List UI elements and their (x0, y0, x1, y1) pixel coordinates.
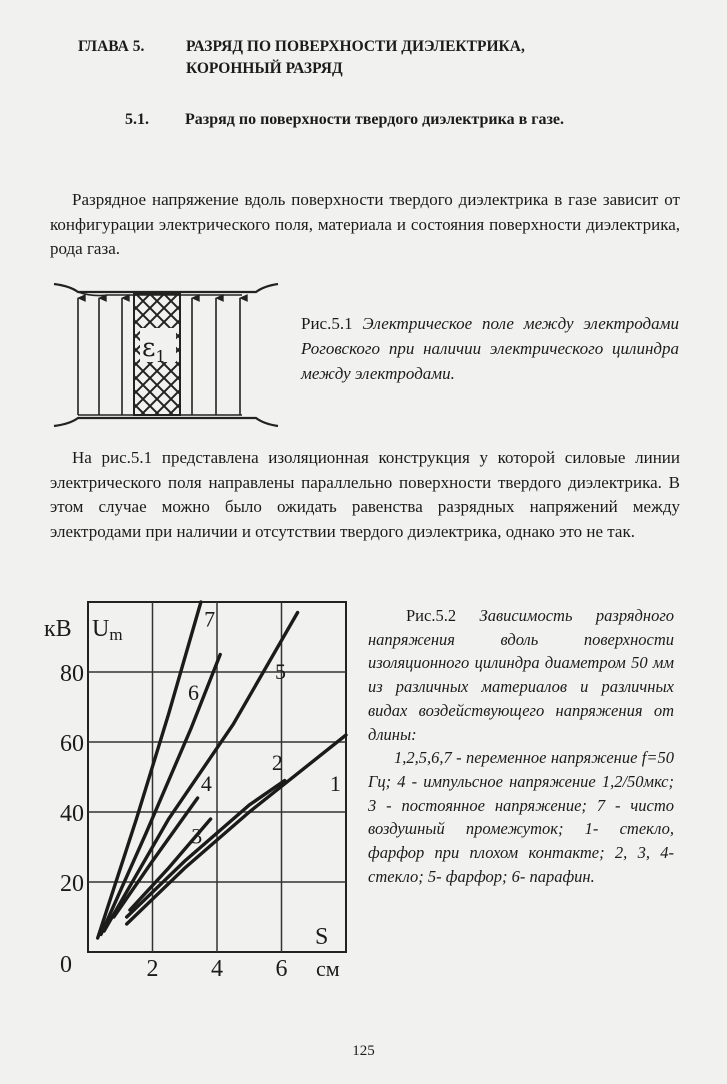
x-tick-label: 6 (275, 956, 288, 982)
figure-5-1-caption (301, 311, 679, 386)
section-title: Разряд по поверхности твердого диэлектрика в газе. (185, 111, 564, 128)
series-label-6: 6 (187, 680, 199, 705)
y-tick-label: 60 (60, 731, 84, 757)
figure-5-2-label: Рис.5.2 (406, 606, 457, 625)
figure-5-2-caption-text: Зависимость разрядного напряжения вдоль поверхности изоляционного цилиндра диаметром 50 мм из различных материалов и различных видах воздействующего напряжения от длины: (368, 606, 675, 744)
figure-5-1-label: Рис.5.1 (301, 314, 353, 333)
figure-5-2-notes: 1,2,5,6,7 - переменное напряжение f=50 Гц; 4 - импульсное напряжение 1,2/50мкс; 3 - постоянное напряжение; 7 - чисто воздушный промежуток; 1- стекло, фарфор при плохом контакте; 2, 3, 4- стекло; 5- фарфор; 6- парафин. (368, 748, 674, 886)
series-label-3: 3 (191, 823, 203, 849)
paragraph-body: На рис.5.1 представлена изоляционная конструкция у которой силовые линии электрического поля направлены параллельно поверхности твердого диэлектрика. В этом случае можно было ожидать равенства разрядных напряжений между электродами при наличии и отсутствии твердого диэлектрика, однако это не так. (50, 448, 680, 541)
series-label-1: 1 (329, 771, 341, 796)
page-number: 125 (352, 1043, 375, 1059)
x-axis-unit: см (316, 956, 340, 981)
figure-5-2-chart (40, 594, 360, 984)
chapter-title: РАЗРЯД ПО ПОВЕРХНОСТИ ДИЭЛЕКТРИКА, КОРОННЫЙ РАЗРЯД (186, 38, 525, 77)
x-axis-symbol: S (315, 924, 329, 950)
y-tick-label: 20 (60, 871, 84, 897)
y-tick-label: 40 (60, 801, 84, 827)
figure-5-1-caption-text: Электрическое поле между электродами Роговского при наличии электрического цилиндра между электродами. (301, 314, 679, 383)
y-tick-label: 80 (60, 661, 84, 687)
series-label-5: 5 (275, 659, 287, 684)
x-tick-label: 2 (146, 956, 159, 982)
series-line-1 (127, 735, 346, 924)
chart-series (98, 602, 346, 938)
x-tick-label: 4 (211, 956, 223, 982)
series-label-7: 7 (204, 606, 216, 632)
section-number: 5.1. (125, 111, 149, 128)
origin-label: 0 (60, 952, 72, 978)
chart-ticks (60, 661, 288, 982)
paragraph-intro: Разрядное напряжение вдоль поверхности твердого диэлектрика в газе зависит от конфигурации электрического поля, материала и состояния поверхности диэлектрика, рода газа. (50, 190, 680, 258)
figure-5-1-diagram (52, 280, 282, 430)
series-label-2: 2 (271, 750, 283, 775)
bottom-electrode (54, 415, 278, 426)
epsilon-symbol: $\varepsilon_1$ (142, 333, 166, 366)
series-label-4: 4 (200, 771, 212, 796)
figure-5-2-caption (368, 604, 674, 888)
series-line-4 (114, 798, 198, 917)
y-axis-symbol: Um (92, 616, 123, 644)
y-axis-unit: кВ (44, 616, 72, 642)
chapter-label: ГЛАВА 5. (78, 38, 145, 55)
